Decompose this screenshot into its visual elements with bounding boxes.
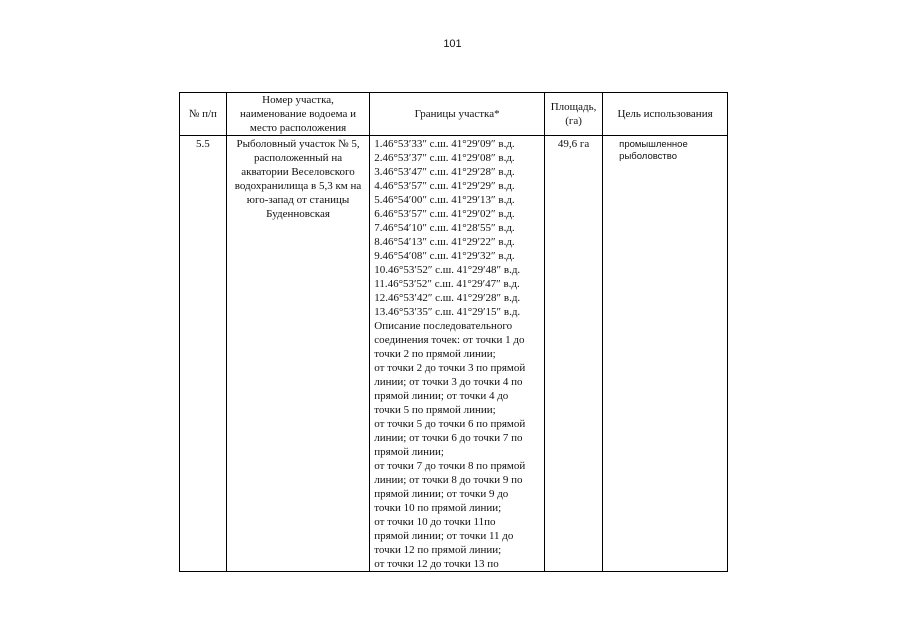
description-line: прямой линии;: [374, 446, 444, 458]
description-line: линии; от точки 8 до точки 9 по: [374, 474, 523, 486]
table-header: [180, 93, 728, 136]
coordinate-point: 13.46°53′35″ с.ш. 41°29′15″ в.д.: [374, 306, 521, 318]
coordinate-point: 12.46°53′42″ с.ш. 41°29′28″ в.д.: [374, 292, 521, 304]
plot-purpose: промышленное рыболовство: [603, 136, 728, 572]
description-line: прямой линии; от точки 11 до: [374, 530, 514, 542]
header-row: [180, 93, 728, 136]
description-line: соединения точек: от точки 1 до: [374, 334, 525, 346]
coordinate-point: 7.46°54′10″ с.ш. 41°28′55″ в.д.: [374, 222, 515, 234]
header-purpose: Цель использования: [603, 93, 728, 136]
header-area: Площадь, (га): [544, 93, 602, 136]
description-line: от точки 12 до точки 13 по: [374, 558, 499, 570]
description-line: линии; от точки 6 до точки 7 по: [374, 432, 523, 444]
description-line: прямой линии; от точки 9 до: [374, 488, 509, 500]
description-line: от точки 10 до точки 11по: [374, 516, 496, 528]
coordinate-point: 2.46°53′37″ с.ш. 41°29′08″ в.д.: [374, 152, 515, 164]
plot-name: Рыболовный участок № 5, расположенный на акватории Веселовского водохранилища в 5,3 км на юго-запад от станицы Буденновская: [226, 136, 369, 572]
description-line: от точки 2 до точки 3 по прямой: [374, 362, 526, 374]
description-line: от точки 7 до точки 8 по прямой: [374, 460, 526, 472]
boundary-description: [374, 319, 541, 571]
coordinate-list: [374, 137, 541, 319]
description-line: точки 2 по прямой линии;: [374, 348, 496, 360]
coordinate-point: 9.46°54′08″ с.ш. 41°29′32″ в.д.: [374, 250, 515, 262]
description-line: Описание последовательного: [374, 320, 513, 332]
plot-area: 49,6 га: [544, 136, 602, 572]
description-line: точки 12 по прямой линии;: [374, 544, 502, 556]
description-line: прямой линии; от точки 4 до: [374, 390, 509, 402]
coordinate-point: 10.46°53′52″ с.ш. 41°29′48″ в.д.: [374, 264, 521, 276]
plot-boundaries: [370, 136, 545, 572]
header-boundaries: Границы участка*: [370, 93, 545, 136]
coordinate-point: 8.46°54′13″ с.ш. 41°29′22″ в.д.: [374, 236, 515, 248]
table-row: [180, 136, 728, 572]
header-plot-name: Номер участка, наименование водоема и место расположения: [226, 93, 369, 136]
page-number: 101: [443, 38, 462, 50]
coordinate-point: 3.46°53′47″ с.ш. 41°29′28″ в.д.: [374, 166, 515, 178]
row-number: 5.5: [180, 136, 227, 572]
description-line: от точки 5 до точки 6 по прямой: [374, 418, 526, 430]
coordinate-point: 11.46°53′52″ с.ш. 41°29′47″ в.д.: [374, 278, 520, 290]
description-line: точки 10 по прямой линии;: [374, 502, 502, 514]
header-number: № п/п: [180, 93, 227, 136]
coordinate-point: 5.46°54′00″ с.ш. 41°29′13″ в.д.: [374, 194, 515, 206]
description-line: точки 5 по прямой линии;: [374, 404, 496, 416]
coordinate-point: 6.46°53′57″ с.ш. 41°29′02″ в.д.: [374, 208, 515, 220]
fishing-plot-table: [179, 92, 728, 572]
description-line: линии; от точки 3 до точки 4 по: [374, 376, 523, 388]
coordinate-point: 1.46°53′33″ с.ш. 41°29′09″ в.д.: [374, 138, 515, 150]
coordinate-point: 4.46°53′57″ с.ш. 41°29′29″ в.д.: [374, 180, 515, 192]
